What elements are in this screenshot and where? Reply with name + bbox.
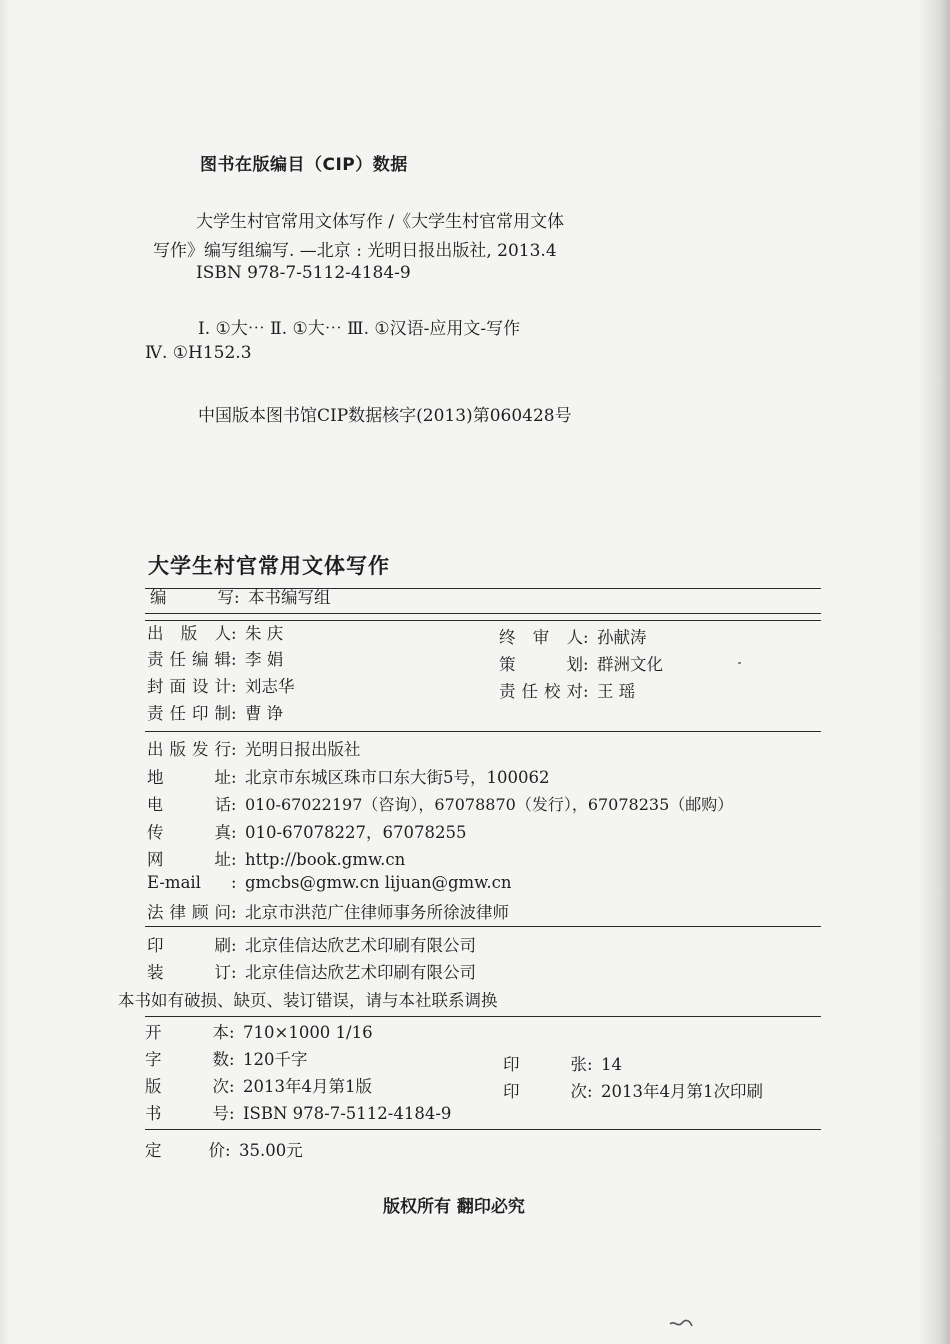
spec-value: ISBN 978-7-5112-4184-9 [243, 1104, 452, 1123]
spec-row: 印张: 14 [503, 1051, 622, 1075]
staff-row: 终审人: 孙献涛 [499, 624, 647, 648]
copyright-notice: 版权所有 翻印必究 [383, 1197, 525, 1217]
staff-row: 出版人: 朱 庆 [147, 620, 283, 644]
publisher-row: 传真: 010-67078227，67078255 [147, 819, 467, 843]
publisher-value: 光明日报出版社 [245, 740, 361, 759]
staff-row: 责任校对: 王 瑶 [499, 678, 635, 702]
publisher-value: 北京市洪范广住律师事务所徐波律师 [245, 903, 509, 922]
publisher-value: 北京市东城区珠市口东大街5号，100062 [245, 768, 550, 787]
staff-label: 责任印制 [147, 704, 231, 723]
staff-value: 朱 庆 [245, 624, 284, 643]
publisher-label: 传真 [147, 823, 231, 842]
spec-value: 710×1000 1/16 [243, 1023, 373, 1042]
spec-row: 书号: ISBN 978-7-5112-4184-9 [145, 1100, 451, 1124]
spec-label: 开本 [145, 1023, 229, 1042]
staff-value: 群洲文化 [597, 655, 663, 674]
rule-5 [145, 926, 821, 927]
printing-value: 北京佳信达欣艺术印刷有限公司 [245, 963, 476, 982]
publisher-value: http://book.gmw.cn [245, 850, 406, 869]
editors-row: 编写: 本书编写组 [150, 584, 331, 608]
staff-value: 曹 诤 [245, 704, 284, 723]
cip-line-1: 大学生村官常用文体写作 /《大学生村官常用文体 [196, 212, 565, 232]
spec-label: 书号 [145, 1104, 229, 1123]
publisher-label: 法律顾问 [147, 903, 231, 922]
publisher-value: 010-67022197（咨询），67078870（发行），67078235（邮购） [245, 795, 734, 814]
cip-line-5: Ⅳ. ①H152.3 [145, 343, 252, 363]
spec-row: 印次: 2013年4月第1次印刷 [503, 1078, 763, 1102]
spec-label: 版次 [145, 1077, 229, 1096]
price-row: 定价: 35.00元 [145, 1137, 303, 1161]
cip-line-2: 写作》编写组编写. —北京 : 光明日报出版社, 2013.4 [153, 241, 557, 261]
spec-row: 字数: 120千字 [145, 1046, 308, 1070]
staff-label: 终审人 [499, 628, 583, 647]
publisher-row: 网址: http://book.gmw.cn [147, 846, 405, 870]
printing-value: 北京佳信达欣艺术印刷有限公司 [245, 936, 476, 955]
rule-2 [145, 613, 821, 614]
publisher-label: 出版发行 [147, 740, 231, 759]
publisher-label: E-mail [147, 873, 201, 892]
cip-line-3: ISBN 978-7-5112-4184-9 [196, 263, 411, 283]
page-right-shadow [918, 0, 950, 1344]
spec-label: 字数 [145, 1050, 229, 1069]
staff-row: 封面设计: 刘志华 [147, 673, 295, 697]
staff-value: 刘志华 [245, 677, 295, 696]
printing-row: 印刷: 北京佳信达欣艺术印刷有限公司 [147, 932, 476, 956]
price-value: 35.00元 [239, 1141, 303, 1160]
staff-value: 李 娟 [245, 650, 284, 669]
printing-label: 装订 [147, 963, 231, 982]
rule-7 [145, 1129, 821, 1130]
spec-value: 14 [601, 1055, 622, 1074]
spec-row: 版次: 2013年4月第1版 [145, 1073, 372, 1097]
book-title: 大学生村官常用文体写作 [148, 554, 390, 578]
spec-label: 印张 [503, 1055, 587, 1074]
rule-4 [145, 731, 821, 732]
staff-label: 责任校对 [499, 682, 583, 701]
staff-value: 孙献涛 [597, 628, 647, 647]
printing-row: 装订: 北京佳信达欣艺术印刷有限公司 [147, 959, 476, 983]
editors-label: 编写 [150, 588, 234, 607]
publisher-label: 地址 [147, 768, 231, 787]
editors-value: 本书编写组 [248, 588, 331, 607]
spec-label: 印次 [503, 1082, 587, 1101]
staff-row: 责任印制: 曹 诤 [147, 700, 283, 724]
speck [738, 662, 741, 664]
replacement-notice: 本书如有破损、缺页、装订错误，请与本社联系调换 [118, 991, 498, 1010]
publisher-label: 网址 [147, 850, 231, 869]
publisher-value: 010-67078227，67078255 [245, 823, 467, 842]
publisher-label: 电话 [147, 795, 231, 814]
spec-value: 2013年4月第1次印刷 [601, 1082, 763, 1101]
cip-verify-number: 中国版本图书馆CIP数据核字(2013)第060428号 [198, 406, 572, 426]
spec-value: 2013年4月第1版 [243, 1077, 372, 1096]
scan-smudge [668, 1318, 694, 1330]
staff-label: 出版人 [147, 624, 231, 643]
page-left-shadow [0, 0, 10, 1344]
spec-value: 120千字 [243, 1050, 308, 1069]
printing-label: 印刷 [147, 936, 231, 955]
staff-label: 策划 [499, 655, 583, 674]
staff-row: 策划: 群洲文化 [499, 651, 663, 675]
spec-row: 开本: 710×1000 1/16 [145, 1019, 373, 1043]
staff-label: 封面设计 [147, 677, 231, 696]
rule-6 [145, 1016, 821, 1017]
publisher-row: E-mail : gmcbs@gmw.cn lijuan@gmw.cn [147, 873, 512, 892]
staff-value: 王 瑶 [597, 682, 636, 701]
staff-label: 责任编辑 [147, 650, 231, 669]
publisher-value: gmcbs@gmw.cn lijuan@gmw.cn [245, 873, 512, 892]
publisher-row: 地址: 北京市东城区珠市口东大街5号，100062 [147, 764, 550, 788]
publisher-row: 出版发行: 光明日报出版社 [147, 736, 361, 760]
cip-line-4: Ⅰ. ①大⋯ Ⅱ. ①大⋯ Ⅲ. ①汉语-应用文-写作 [198, 319, 521, 339]
staff-row: 责任编辑: 李 娟 [147, 646, 283, 670]
publisher-row: 电话: 010-67022197（咨询），67078870（发行），67078235（邮购） [147, 792, 733, 815]
publisher-row: 法律顾问: 北京市洪范广住律师事务所徐波律师 [147, 899, 509, 923]
price-label: 定价 [145, 1141, 225, 1160]
cip-heading: 图书在版编目（CIP）数据 [200, 155, 408, 175]
